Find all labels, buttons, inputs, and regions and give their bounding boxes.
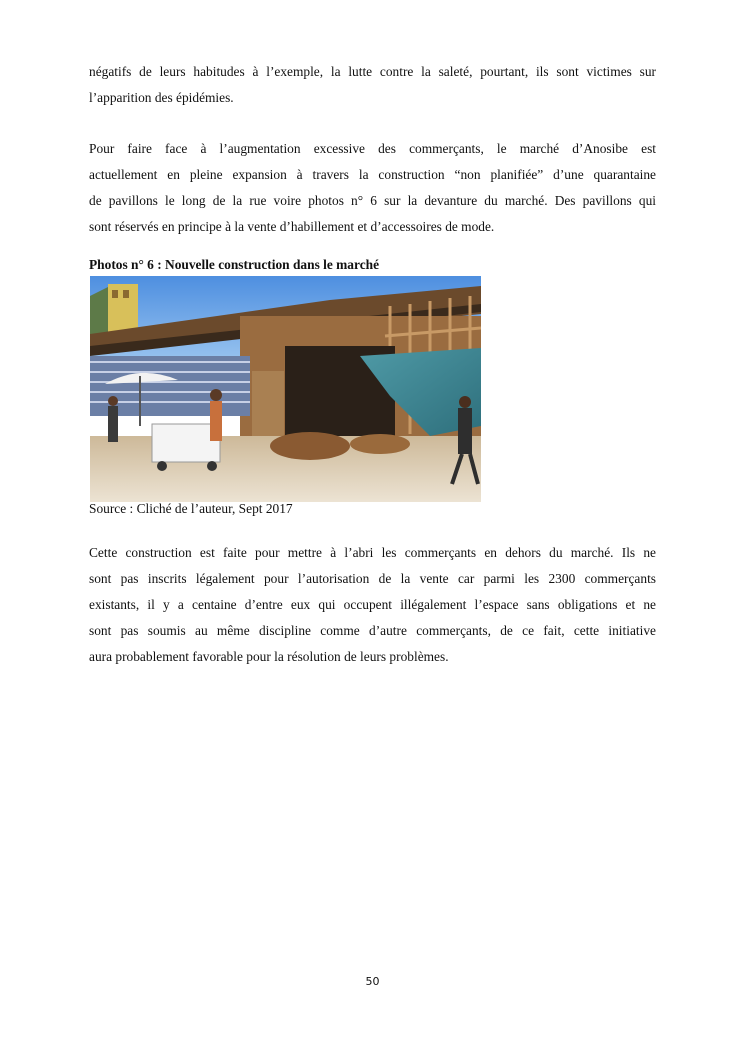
paragraph-intro — [89, 59, 656, 111]
figure-caption: Photos n° 6 : Nouvelle construction dans le marché — [89, 257, 380, 272]
text-line: sont pas soumis au même discipline comme d’autre commerçants, de ce fait, cette initiative — [89, 623, 656, 638]
text-line: sont réservés en principe à la vente d’habillement et d’accessoires de mode. — [89, 219, 495, 234]
figure-source: Source : Cliché de l’auteur, Sept 2017 — [89, 501, 293, 516]
text-line: actuellement en pleine expansion à travers la construction “non planifiée” d’une quarantaine — [89, 167, 656, 182]
text-line: négatifs de leurs habitudes à l’exemple, la lutte contre la saleté, pourtant, ils sont victimes sur — [89, 64, 656, 79]
text-line: aura probablement favorable pour la résolution de leurs problèmes. — [89, 649, 449, 664]
text-line: sont pas inscrits légalement pour l’autorisation de la vente car parmi les 2300 commerçants — [89, 571, 656, 586]
paragraph-expansion — [89, 136, 656, 240]
text-line: existants, il y a centaine d’entre eux qui occupent illégalement l’espace sans obligations et ne — [89, 597, 656, 612]
page-number: 50 — [365, 975, 380, 988]
text-line: Pour faire face à l’augmentation excessive des commerçants, le marché d’Anosibe est — [89, 141, 656, 156]
text-line: Cette construction est faite pour mettre à l’abri les commerçants en dehors du marché. Ils ne — [89, 545, 656, 560]
market-construction-photo — [90, 276, 481, 502]
paragraph-conclusion — [89, 540, 656, 670]
text-line: l’apparition des épidémies. — [89, 90, 234, 105]
text-line: de pavillons le long de la rue voire photos n° 6 sur la devanture du marché. Des pavillons qui — [89, 193, 656, 208]
